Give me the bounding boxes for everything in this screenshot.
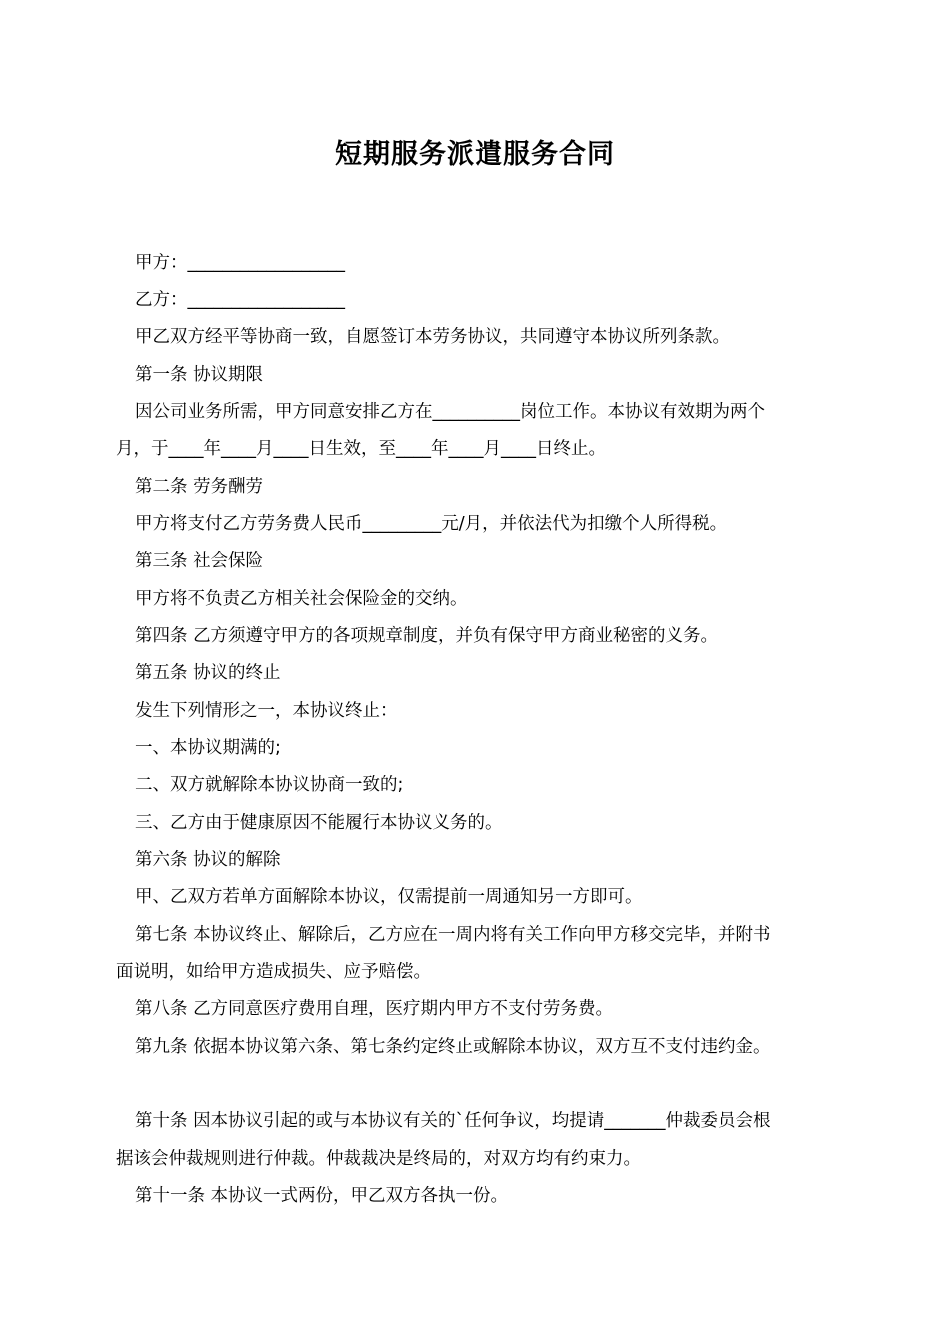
party-a-line: 甲方：__________________ [135,253,345,273]
article-7-text-line-1: 第七条 本协议终止、解除后，乙方应在一周内将有关工作向甲方移交完毕，并附书 [135,925,771,945]
article-10-text-line-2: 据该会仲裁规则进行仲裁。仲裁裁决是终局的，对双方均有约束力。 [116,1149,641,1169]
article-8-text: 第八条 乙方同意医疗费用自理，医疗期内甲方不支付劳务费。 [135,999,614,1019]
article-10-text-line-1: 第十条 因本协议引起的或与本协议有关的`任何争议，均提请_______仲裁委员会根 [135,1111,771,1131]
article-4-text: 第四条 乙方须遵守甲方的各项规章制度，并负有保守甲方商业秘密的义务。 [135,626,719,646]
article-7-text-line-2: 面说明，如给甲方造成损失、应予赔偿。 [116,962,431,982]
article-5-heading: 第五条 协议的终止 [135,663,281,683]
article-1-text-line-1: 因公司业务所需，甲方同意安排乙方在__________岗位工作。本协议有效期为两个 [135,402,765,422]
article-3-text: 甲方将不负责乙方相关社会保险金的交纳。 [135,589,468,609]
article-5-item-1: 一、本协议期满的; [135,738,281,758]
document-title: 短期服务派遣服务合同 [335,139,615,170]
article-1-heading: 第一条 协议期限 [135,365,264,385]
article-2-heading: 第二条 劳务酬劳 [135,477,264,497]
article-3-heading: 第三条 社会保险 [135,551,264,571]
preamble: 甲乙双方经平等协商一致，自愿签订本劳务协议，共同遵守本协议所列条款。 [135,327,730,347]
party-b-line: 乙方：__________________ [135,290,345,310]
article-2-text: 甲方将支付乙方劳务费人民币_________元/月，并依法代为扣缴个人所得税。 [135,514,728,534]
article-6-heading: 第六条 协议的解除 [135,850,281,870]
article-5-intro: 发生下列情形之一，本协议终止： [135,701,398,721]
article-1-text-line-2: 月，于____年____月____日生效，至____年____月____日终止。 [116,439,606,459]
article-5-item-3: 三、乙方由于健康原因不能履行本协议义务的。 [135,813,503,833]
article-6-text: 甲、乙双方若单方面解除本协议，仅需提前一周通知另一方即可。 [135,887,643,907]
article-9-text: 第九条 依据本协议第六条、第七条约定终止或解除本协议，双方互不支付违约金。 [135,1037,771,1057]
article-11-text: 第十一条 本协议一式两份，甲乙双方各执一份。 [135,1186,509,1206]
article-5-item-2: 二、双方就解除本协议协商一致的; [135,775,404,795]
